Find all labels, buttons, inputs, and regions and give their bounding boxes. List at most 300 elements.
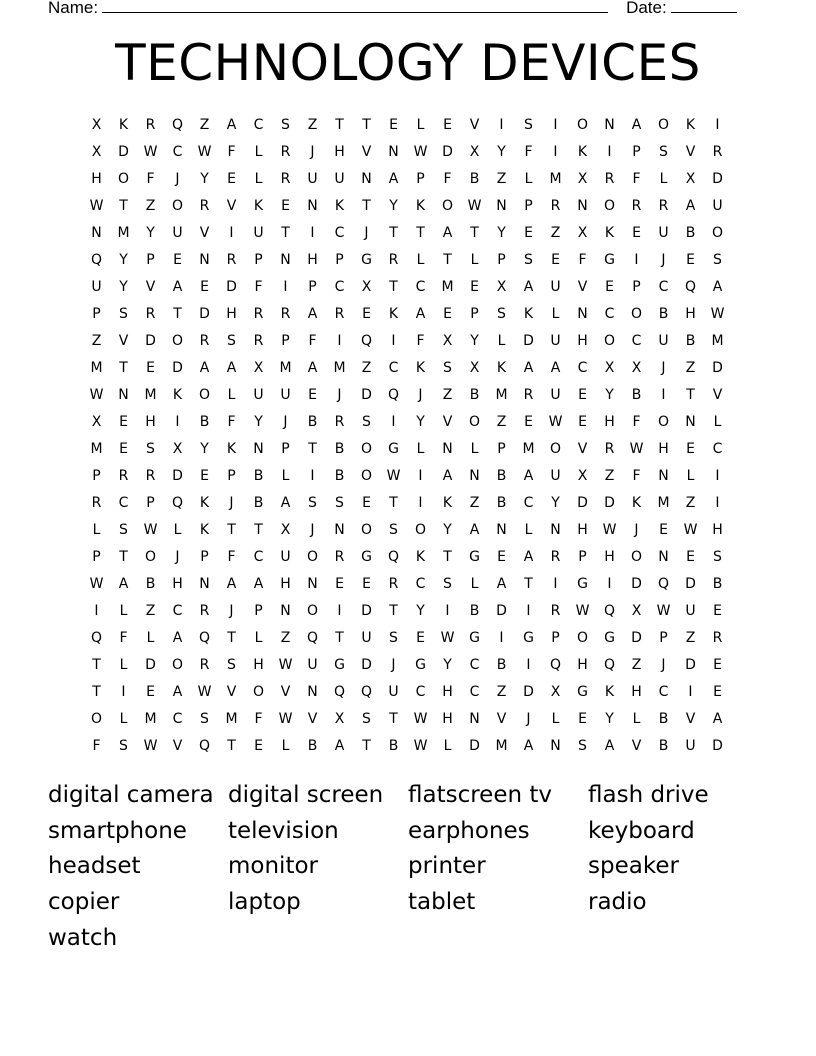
grid-letter: J xyxy=(661,360,666,376)
grid-letter: X xyxy=(91,144,102,160)
grid-letter: K xyxy=(415,198,426,214)
grid-letter: K xyxy=(118,117,129,133)
grid-letter: M xyxy=(117,225,130,241)
grid-letter: T xyxy=(389,225,398,241)
grid-letter: E xyxy=(632,225,641,241)
grid-letter: T xyxy=(416,225,425,241)
grid-letter: E xyxy=(362,495,371,511)
grid-letter: Q xyxy=(306,630,319,646)
grid-letter: P xyxy=(470,306,479,322)
grid-letter: K xyxy=(631,495,642,511)
grid-letter: E xyxy=(578,414,587,430)
grid-letter: G xyxy=(577,576,588,592)
grid-letter: Q xyxy=(657,576,670,592)
grid-letter: E xyxy=(200,468,209,484)
grid-letter: Y xyxy=(497,225,506,241)
grid-letter: J xyxy=(634,522,639,538)
grid-letter: R xyxy=(118,468,129,484)
grid-letter: H xyxy=(577,657,588,673)
grid-letter: D xyxy=(442,144,453,160)
grid-letter: U xyxy=(550,333,561,349)
grid-letter: H xyxy=(604,549,615,565)
word-list-item: speaker xyxy=(588,853,679,880)
grid-letter: D xyxy=(496,603,507,619)
grid-letter: B xyxy=(334,441,345,457)
grid-letter: E xyxy=(686,441,695,457)
grid-letter: R xyxy=(280,306,291,322)
grid-letter: I xyxy=(715,117,720,133)
grid-letter: S xyxy=(389,630,398,646)
grid-letter: Y xyxy=(443,522,452,538)
grid-letter: Z xyxy=(361,360,372,376)
grid-letter: X xyxy=(631,603,642,619)
grid-letter: O xyxy=(657,414,670,430)
grid-letter: N xyxy=(199,252,210,268)
grid-letter: X xyxy=(361,279,372,295)
grid-letter: R xyxy=(334,414,345,430)
grid-letter: L xyxy=(551,306,560,322)
grid-letter: O xyxy=(576,630,589,646)
grid-letter: N xyxy=(307,576,318,592)
grid-letter: A xyxy=(712,711,723,727)
grid-letter: O xyxy=(306,549,319,565)
grid-letter: Q xyxy=(603,657,616,673)
grid-letter: E xyxy=(524,225,533,241)
grid-letter: N xyxy=(469,468,480,484)
grid-letter: V xyxy=(442,414,453,430)
grid-letter: E xyxy=(470,279,479,295)
grid-letter: E xyxy=(119,414,128,430)
grid-letter: S xyxy=(497,306,506,322)
grid-letter: L xyxy=(227,387,236,403)
grid-letter: N xyxy=(280,603,291,619)
grid-letter: O xyxy=(171,333,184,349)
grid-letter: Q xyxy=(387,549,400,565)
grid-letter: L xyxy=(119,603,128,619)
grid-letter: S xyxy=(119,738,128,754)
grid-letter: A xyxy=(631,117,642,133)
grid-letter: J xyxy=(364,225,369,241)
grid-letter: D xyxy=(469,738,480,754)
grid-letter: N xyxy=(469,711,480,727)
grid-letter: B xyxy=(685,333,696,349)
grid-letter: T xyxy=(443,252,452,268)
grid-letter: P xyxy=(308,279,317,295)
grid-letter: L xyxy=(497,333,506,349)
grid-letter: K xyxy=(388,306,399,322)
grid-letter: J xyxy=(661,252,666,268)
grid-letter: O xyxy=(144,549,157,565)
grid-letter: T xyxy=(362,738,371,754)
grid-letter: V xyxy=(280,684,291,700)
grid-letter: Y xyxy=(497,144,506,160)
grid-letter: S xyxy=(119,522,128,538)
grid-letter: M xyxy=(495,387,508,403)
grid-letter: Z xyxy=(91,333,102,349)
grid-letter: W xyxy=(683,522,698,538)
grid-letter: W xyxy=(629,441,644,457)
grid-letter: S xyxy=(119,306,128,322)
grid-letter: Y xyxy=(146,225,155,241)
grid-letter: W xyxy=(548,414,563,430)
grid-letter: T xyxy=(524,576,533,592)
grid-letter: Q xyxy=(198,738,211,754)
grid-letter: I xyxy=(688,684,693,700)
grid-letter: V xyxy=(226,684,237,700)
grid-letter: O xyxy=(90,711,103,727)
grid-letter: T xyxy=(686,387,695,403)
grid-letter: S xyxy=(524,117,533,133)
grid-letter: L xyxy=(713,414,722,430)
grid-letter: R xyxy=(199,657,210,673)
grid-letter: F xyxy=(254,711,263,727)
grid-letter: V xyxy=(685,144,696,160)
grid-letter: L xyxy=(254,171,263,187)
grid-letter: P xyxy=(335,252,344,268)
grid-letter: A xyxy=(523,549,534,565)
grid-letter: U xyxy=(307,657,318,673)
grid-letter: O xyxy=(198,387,211,403)
grid-letter: E xyxy=(146,684,155,700)
grid-letter: P xyxy=(659,630,668,646)
grid-letter: A xyxy=(388,171,399,187)
grid-letter: A xyxy=(172,630,183,646)
grid-letter: L xyxy=(254,144,263,160)
grid-letter: E xyxy=(146,360,155,376)
grid-letter: N xyxy=(658,549,669,565)
grid-letter: Z xyxy=(145,198,156,214)
grid-letter: L xyxy=(281,468,290,484)
grid-letter: Q xyxy=(198,630,211,646)
grid-letter: O xyxy=(441,198,454,214)
grid-letter: W xyxy=(197,684,212,700)
grid-letter: O xyxy=(252,684,265,700)
grid-letter: L xyxy=(470,576,479,592)
grid-letter: S xyxy=(335,495,344,511)
grid-letter: F xyxy=(119,630,128,646)
word-list-item: flash drive xyxy=(588,782,709,808)
grid-letter: L xyxy=(524,171,533,187)
grid-letter: I xyxy=(94,603,99,619)
grid-letter: A xyxy=(523,279,534,295)
grid-letter: Y xyxy=(254,414,263,430)
grid-letter: E xyxy=(416,630,425,646)
grid-letter: I xyxy=(499,630,504,646)
grid-letter: A xyxy=(442,468,453,484)
grid-letter: L xyxy=(551,711,560,727)
grid-letter: M xyxy=(495,738,508,754)
grid-letter: R xyxy=(550,603,561,619)
grid-letter: L xyxy=(470,252,479,268)
grid-letter: U xyxy=(280,549,291,565)
grid-letter: Z xyxy=(442,387,453,403)
grid-letter: C xyxy=(469,657,480,673)
grid-letter: Q xyxy=(603,603,616,619)
grid-letter: V xyxy=(577,441,588,457)
grid-letter: E xyxy=(659,522,668,538)
grid-letter: I xyxy=(175,414,180,430)
grid-letter: C xyxy=(388,360,399,376)
grid-letter: U xyxy=(253,225,264,241)
grid-letter: F xyxy=(632,171,641,187)
grid-letter: T xyxy=(92,657,101,673)
grid-letter: R xyxy=(199,333,210,349)
grid-letter: A xyxy=(172,684,183,700)
grid-letter: S xyxy=(389,522,398,538)
grid-letter: E xyxy=(254,738,263,754)
grid-letter: F xyxy=(416,333,425,349)
grid-letter: H xyxy=(442,711,453,727)
grid-letter: P xyxy=(632,279,641,295)
grid-letter: R xyxy=(550,549,561,565)
grid-letter: T xyxy=(389,711,398,727)
grid-letter: P xyxy=(254,252,263,268)
grid-letter: O xyxy=(630,306,643,322)
grid-letter: G xyxy=(577,684,588,700)
grid-letter: B xyxy=(658,306,669,322)
grid-letter: R xyxy=(199,603,210,619)
grid-letter: T xyxy=(254,522,263,538)
grid-letter: E xyxy=(551,252,560,268)
grid-letter: Z xyxy=(496,684,507,700)
grid-letter: C xyxy=(172,711,183,727)
grid-letter: G xyxy=(604,630,615,646)
grid-letter: P xyxy=(200,549,209,565)
grid-letter: X xyxy=(442,333,453,349)
grid-letter: O xyxy=(171,198,184,214)
word-list xyxy=(48,778,768,956)
grid-letter: L xyxy=(416,117,425,133)
grid-letter: A xyxy=(253,576,264,592)
grid-letter: E xyxy=(713,603,722,619)
grid-letter: Z xyxy=(685,360,696,376)
grid-letter: W xyxy=(413,144,428,160)
grid-letter: H xyxy=(91,171,102,187)
grid-letter: D xyxy=(631,576,642,592)
grid-letter: I xyxy=(229,225,234,241)
grid-letter: R xyxy=(658,198,669,214)
grid-letter: T xyxy=(389,495,398,511)
grid-letter: I xyxy=(634,252,639,268)
grid-letter: R xyxy=(604,441,615,457)
grid-letter: H xyxy=(604,414,615,430)
grid-letter: P xyxy=(146,252,155,268)
grid-letter: H xyxy=(145,414,156,430)
grid-letter: B xyxy=(496,657,507,673)
grid-letter: V xyxy=(712,387,723,403)
grid-letter: J xyxy=(418,387,423,403)
grid-letter: U xyxy=(361,630,372,646)
grid-letter: K xyxy=(685,117,696,133)
date-label: Date: xyxy=(626,0,667,17)
grid-letter: P xyxy=(551,630,560,646)
grid-letter: V xyxy=(226,198,237,214)
grid-letter: A xyxy=(280,495,291,511)
grid-letter: N xyxy=(442,441,453,457)
grid-letter: L xyxy=(146,630,155,646)
grid-letter: N xyxy=(577,198,588,214)
grid-letter: B xyxy=(307,414,318,430)
grid-letter: X xyxy=(91,414,102,430)
grid-letter: R xyxy=(523,387,534,403)
grid-letter: J xyxy=(526,711,531,727)
grid-letter: B xyxy=(685,225,696,241)
grid-letter: K xyxy=(334,198,345,214)
grid-letter: J xyxy=(175,549,180,565)
grid-letter: Z xyxy=(199,117,210,133)
grid-letter: G xyxy=(415,657,426,673)
grid-letter: C xyxy=(172,603,183,619)
word-list-item: laptop xyxy=(228,889,301,916)
grid-letter: C xyxy=(631,333,642,349)
grid-letter: J xyxy=(310,144,315,160)
grid-letter: K xyxy=(226,441,237,457)
grid-letter: I xyxy=(418,468,423,484)
grid-letter: T xyxy=(119,198,128,214)
grid-letter: W xyxy=(710,306,725,322)
grid-letter: Z xyxy=(685,630,696,646)
date-field-line xyxy=(671,0,737,13)
grid-letter: R xyxy=(280,171,291,187)
grid-letter: U xyxy=(658,333,669,349)
grid-letter: U xyxy=(685,738,696,754)
grid-letter: F xyxy=(578,252,587,268)
grid-letter: D xyxy=(361,657,372,673)
header xyxy=(48,0,748,18)
grid-letter: R xyxy=(712,630,723,646)
grid-letter: L xyxy=(254,630,263,646)
grid-letter: V xyxy=(361,144,372,160)
grid-letter: X xyxy=(577,171,588,187)
grid-letter: V xyxy=(118,333,129,349)
grid-letter: D xyxy=(145,333,156,349)
grid-letter: P xyxy=(92,468,101,484)
grid-letter: E xyxy=(713,657,722,673)
grid-letter: C xyxy=(253,549,264,565)
grid-letter: O xyxy=(657,117,670,133)
grid-letter: L xyxy=(416,441,425,457)
grid-letter: C xyxy=(334,225,345,241)
word-list-item: digital screen xyxy=(228,782,384,808)
grid-letter: L xyxy=(686,468,695,484)
grid-letter: T xyxy=(308,441,317,457)
grid-letter: C xyxy=(253,117,264,133)
grid-letter: N xyxy=(496,522,507,538)
grid-letter: W xyxy=(386,468,401,484)
grid-letter: P xyxy=(632,144,641,160)
grid-letter: B xyxy=(145,576,156,592)
grid-letter: W xyxy=(143,522,158,538)
grid-letter: N xyxy=(334,522,345,538)
grid-letter: K xyxy=(577,144,588,160)
word-list-item: keyboard xyxy=(588,817,695,844)
grid-letter: T xyxy=(173,306,182,322)
grid-letter: C xyxy=(118,495,129,511)
grid-letter: R xyxy=(550,198,561,214)
grid-letter: Q xyxy=(171,117,184,133)
grid-letter: S xyxy=(200,711,209,727)
grid-letter: N xyxy=(253,441,264,457)
grid-letter: V xyxy=(685,711,696,727)
grid-letter: G xyxy=(523,630,534,646)
grid-letter: F xyxy=(146,171,155,187)
grid-letter: K xyxy=(199,495,210,511)
grid-letter: J xyxy=(229,603,234,619)
grid-letter: S xyxy=(362,711,371,727)
grid-letter: U xyxy=(91,279,102,295)
grid-letter: N xyxy=(496,198,507,214)
word-list-item: earphones xyxy=(408,817,530,844)
grid-letter: O xyxy=(711,225,724,241)
grid-letter: R xyxy=(145,306,156,322)
grid-letter: C xyxy=(712,441,723,457)
grid-letter: A xyxy=(712,279,723,295)
grid-letter: H xyxy=(577,522,588,538)
grid-letter: J xyxy=(283,414,288,430)
grid-letter: X xyxy=(604,360,615,376)
grid-letter: K xyxy=(604,684,615,700)
grid-letter: R xyxy=(334,306,345,322)
grid-letter: Q xyxy=(90,630,103,646)
grid-letter: M xyxy=(711,333,724,349)
grid-letter: O xyxy=(117,171,130,187)
grid-letter: X xyxy=(253,360,264,376)
grid-letter: V xyxy=(145,279,156,295)
grid-letter: I xyxy=(715,468,720,484)
grid-letter: C xyxy=(523,495,534,511)
grid-letter: Y xyxy=(551,495,560,511)
grid-letter: R xyxy=(253,333,264,349)
grid-letter: S xyxy=(227,333,236,349)
grid-letter: W xyxy=(89,198,104,214)
grid-letter: R xyxy=(199,198,210,214)
grid-letter: B xyxy=(253,495,264,511)
grid-letter: B xyxy=(469,171,480,187)
grid-letter: R xyxy=(145,468,156,484)
grid-letter: I xyxy=(391,333,396,349)
grid-letter: T xyxy=(92,684,101,700)
word-list-item: copier xyxy=(48,889,120,916)
grid-letter: N xyxy=(118,387,129,403)
grid-letter: Q xyxy=(360,333,373,349)
grid-letter: K xyxy=(415,360,426,376)
grid-letter: X xyxy=(280,522,291,538)
grid-letter: T xyxy=(389,279,398,295)
grid-letter: R xyxy=(388,576,399,592)
grid-letter: B xyxy=(469,603,480,619)
grid-letter: P xyxy=(92,306,101,322)
grid-letter: V xyxy=(469,117,480,133)
grid-letter: S xyxy=(146,441,155,457)
grid-letter: T xyxy=(362,117,371,133)
grid-letter: V xyxy=(496,711,507,727)
grid-letter: I xyxy=(391,414,396,430)
grid-letter: E xyxy=(713,684,722,700)
grid-letter: P xyxy=(416,171,425,187)
grid-letter: P xyxy=(254,603,263,619)
grid-letter: M xyxy=(90,360,103,376)
grid-letter: S xyxy=(362,414,371,430)
grid-letter: Z xyxy=(307,117,318,133)
grid-letter: L xyxy=(443,738,452,754)
grid-letter: H xyxy=(577,333,588,349)
grid-letter: C xyxy=(415,576,426,592)
grid-letter: E xyxy=(578,711,587,727)
grid-letter: R xyxy=(280,144,291,160)
word-list-item: tablet xyxy=(408,889,476,916)
grid-letter: H xyxy=(226,306,237,322)
grid-letter: G xyxy=(334,657,345,673)
